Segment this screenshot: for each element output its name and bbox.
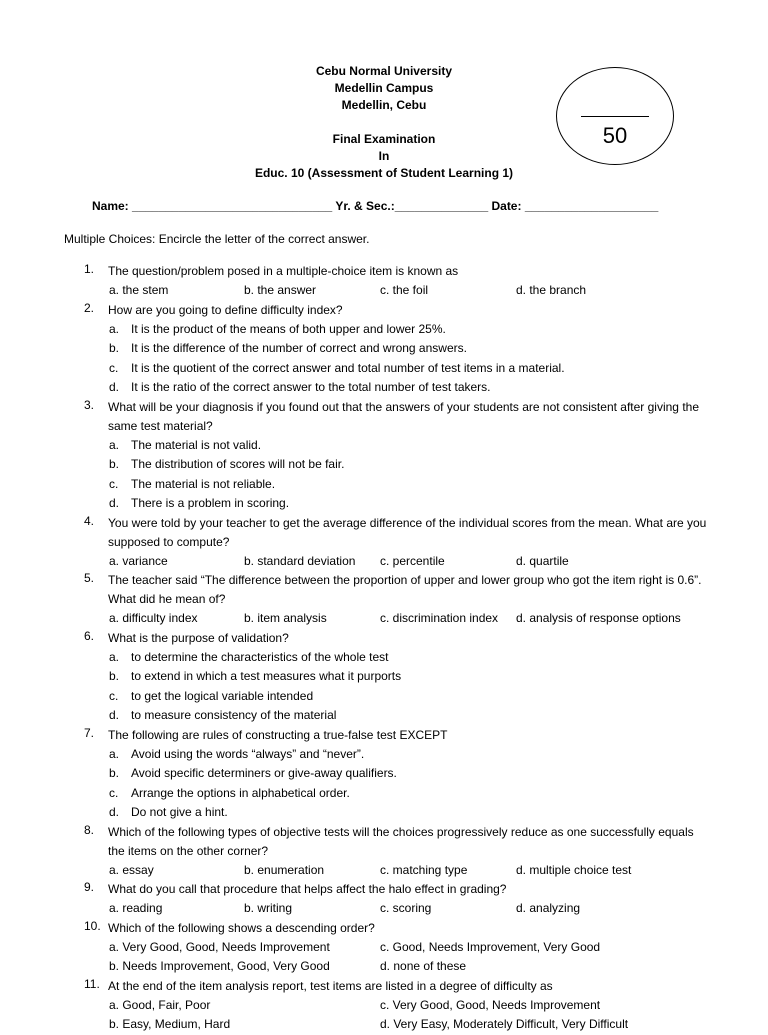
- option-letter: a.: [109, 321, 120, 336]
- answer-option: c. Good, Needs Improvement, Very Good: [380, 939, 601, 954]
- answer-options-row: [0, 861, 768, 881]
- answer-option: [0, 455, 768, 475]
- answer-options-row: [0, 899, 768, 919]
- option-letter: a.: [109, 649, 120, 664]
- option-letter: b.: [109, 341, 120, 355]
- university-name: Cebu Normal University: [315, 64, 453, 78]
- answer-option: [0, 784, 768, 804]
- question-item: [0, 398, 768, 514]
- question-number: 9.: [84, 880, 95, 894]
- answer-option: [0, 745, 768, 765]
- option-text: Avoid using the words “always” and “never”.: [131, 746, 365, 761]
- answer-option: b. standard deviation: [244, 553, 356, 568]
- option-letter: c.: [109, 360, 119, 375]
- question-number: 8.: [84, 822, 95, 837]
- question-number: 2.: [84, 300, 95, 315]
- answer-options-row: [0, 281, 768, 301]
- score-circle: [556, 67, 674, 165]
- option-letter: b.: [109, 766, 120, 780]
- option-text: to extend in which a test measures what it purports: [131, 669, 402, 683]
- question-item: [0, 880, 768, 919]
- answer-option: [0, 648, 768, 668]
- answer-options-row: [0, 938, 768, 958]
- option-text: Do not give a hint.: [131, 805, 228, 819]
- answer-option: d. Very Easy, Moderately Difficult, Very Difficult: [380, 1017, 629, 1031]
- answer-option: a. variance: [109, 553, 168, 568]
- answer-option: a. essay: [109, 862, 154, 877]
- answer-option: a. difficulty index: [109, 611, 198, 625]
- answer-option: [0, 764, 768, 784]
- question-number: 6.: [84, 628, 95, 643]
- answer-option: [0, 494, 768, 514]
- answer-option: d. analyzing: [516, 901, 581, 915]
- option-text: There is a problem in scoring.: [131, 496, 290, 510]
- option-letter: d.: [109, 708, 120, 722]
- option-text: It is the product of the means of both upper and lower 25%.: [131, 321, 446, 336]
- answer-option: b. the answer: [244, 283, 317, 297]
- answer-option: b. Needs Improvement, Good, Very Good: [109, 959, 330, 973]
- answer-option: b. Easy, Medium, Hard: [109, 1017, 231, 1031]
- question-item: [0, 823, 768, 881]
- answer-option: c. the foil: [380, 283, 429, 297]
- question-text: Which of the following types of objective tests will the choices progressively reduce as one successfully equals the items on the other corner?: [108, 824, 694, 858]
- question-number: 4.: [84, 513, 95, 528]
- question-item: [0, 977, 768, 1035]
- student-info-line: Name: ______________________________ Yr. & Sec.:______________ Date: ____________________: [92, 199, 659, 213]
- option-letter: a.: [109, 437, 120, 452]
- campus-location: Medellin, Cebu: [341, 98, 427, 112]
- answer-option: [0, 475, 768, 495]
- exam-title-in: In: [378, 149, 390, 163]
- answer-options-row: [0, 609, 768, 629]
- answer-option: c. discrimination index: [380, 611, 499, 625]
- option-text: to measure consistency of the material: [131, 708, 337, 722]
- answer-option: a. the stem: [109, 283, 169, 297]
- option-text: It is the ratio of the correct answer to the total number of test takers.: [131, 380, 491, 394]
- answer-option: a. Good, Fair, Poor: [109, 997, 211, 1012]
- option-text: Avoid specific determiners or give-away qualifiers.: [131, 766, 397, 780]
- question-item: [0, 301, 768, 398]
- question-list: [0, 262, 768, 1035]
- option-text: It is the difference of the number of correct and wrong answers.: [131, 341, 467, 355]
- answer-option: [0, 436, 768, 456]
- question-text: At the end of the item analysis report, test items are listed in a degree of difficulty as: [108, 978, 553, 993]
- answer-option: [0, 339, 768, 359]
- question-number: 3.: [84, 397, 95, 412]
- answer-option: b. enumeration: [244, 862, 325, 877]
- question-number: 5.: [84, 571, 95, 585]
- answer-options-row: [0, 552, 768, 572]
- answer-options-row: [0, 957, 768, 977]
- answer-options-row: [0, 1015, 768, 1035]
- answer-option: [0, 320, 768, 340]
- question-number: 1.: [84, 262, 95, 276]
- answer-option: d. quartile: [516, 553, 569, 568]
- campus-name: Medellin Campus: [334, 81, 434, 95]
- answer-option: b. item analysis: [244, 611, 327, 625]
- instructions: Multiple Choices: Encircle the letter of the correct answer.: [64, 232, 370, 246]
- answer-option: [0, 803, 768, 823]
- score-blank-line: [581, 116, 649, 117]
- answer-option: c. matching type: [380, 862, 468, 877]
- question-text: The question/problem posed in a multiple-choice item is known as: [108, 264, 459, 278]
- answer-options-row: [0, 996, 768, 1016]
- option-text: The material is not reliable.: [131, 476, 276, 491]
- answer-option: [0, 667, 768, 687]
- option-letter: b.: [109, 457, 120, 471]
- question-item: [0, 726, 768, 823]
- answer-option: a. Very Good, Good, Needs Improvement: [109, 939, 330, 954]
- question-text: How are you going to define difficulty index?: [108, 302, 343, 317]
- option-letter: c.: [109, 476, 119, 491]
- question-item: [0, 919, 768, 977]
- option-letter: c.: [109, 785, 119, 800]
- question-text: What will be your diagnosis if you found out that the answers of your students are not consistent after giving the same test material?: [108, 399, 699, 433]
- option-letter: d.: [109, 496, 120, 510]
- question-text: The following are rules of constructing a true-false test EXCEPT: [108, 727, 448, 742]
- answer-option: d. the branch: [516, 283, 587, 297]
- question-item: [0, 571, 768, 629]
- option-text: Arrange the options in alphabetical order.: [131, 785, 350, 800]
- score-total: 50: [602, 123, 628, 148]
- answer-option: d. none of these: [380, 959, 467, 973]
- answer-option: [0, 706, 768, 726]
- question-number: 7.: [84, 725, 95, 740]
- question-text: What is the purpose of validation?: [108, 630, 289, 645]
- option-letter: b.: [109, 669, 120, 683]
- question-number: 11.: [84, 976, 100, 991]
- question-text: Which of the following shows a descending order?: [108, 920, 375, 935]
- answer-option: d. multiple choice test: [516, 862, 632, 877]
- option-text: to determine the characteristics of the whole test: [131, 649, 389, 664]
- option-text: The material is not valid.: [131, 437, 262, 452]
- question-item: [0, 629, 768, 726]
- answer-option: c. percentile: [380, 553, 445, 568]
- answer-option: a. reading: [109, 901, 163, 915]
- question-item: [0, 514, 768, 572]
- answer-option: [0, 359, 768, 379]
- answer-option: [0, 687, 768, 707]
- exam-title: Final Examination: [332, 132, 436, 146]
- question-text: What do you call that procedure that helps affect the halo effect in grading?: [108, 882, 507, 896]
- option-letter: d.: [109, 380, 120, 394]
- question-number: 10.: [84, 918, 101, 933]
- answer-option: d. analysis of response options: [516, 611, 681, 625]
- option-text: The distribution of scores will not be fair.: [131, 457, 345, 471]
- option-text: to get the logical variable intended: [131, 688, 314, 703]
- question-text: The teacher said “The difference between the proportion of upper and lower group who got the item right is 0.6”. What did he mean of?: [108, 573, 702, 606]
- option-letter: a.: [109, 746, 120, 761]
- answer-option: b. writing: [244, 901, 293, 915]
- answer-option: c. Very Good, Good, Needs Improvement: [380, 997, 601, 1012]
- answer-option: [0, 378, 768, 398]
- option-letter: c.: [109, 688, 119, 703]
- course-title: Educ. 10 (Assessment of Student Learning 1): [254, 166, 514, 180]
- option-text: It is the quotient of the correct answer and total number of test items in a material.: [131, 360, 565, 375]
- option-letter: d.: [109, 805, 120, 819]
- answer-option: c. scoring: [380, 901, 432, 915]
- question-text: You were told by your teacher to get the average difference of the individual scores from the mean. What are you supposed to compute?: [108, 515, 707, 549]
- question-item: [0, 262, 768, 301]
